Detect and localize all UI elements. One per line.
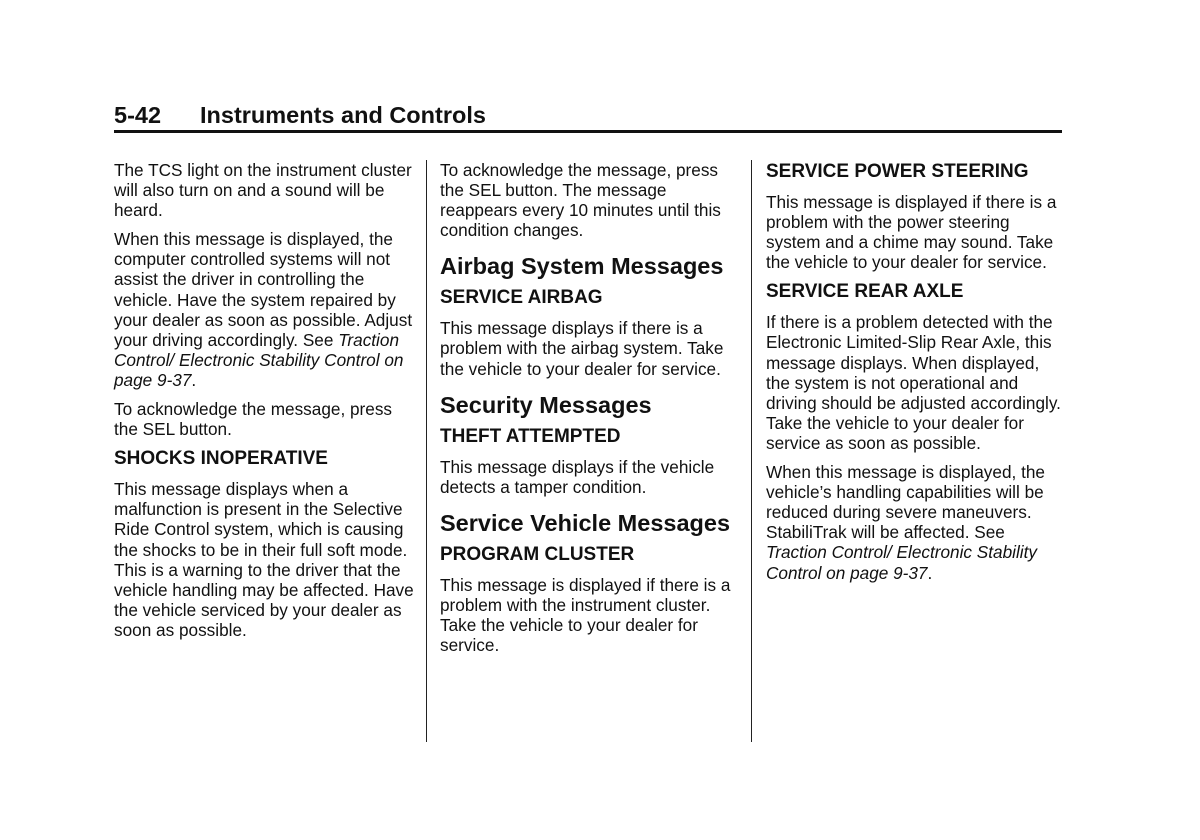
- paragraph-text: When this message is displayed, the vehicle’s handling capabilities will be reduced during severe maneuvers. StabiliTrak will be affected. See: [766, 462, 1045, 543]
- column-divider: [751, 160, 752, 742]
- message-heading: SERVICE AIRBAG: [440, 287, 603, 309]
- page-header: [114, 100, 1062, 133]
- cross-reference: Traction Control/ Electronic Stability Control on page 9-37: [114, 329, 404, 390]
- paragraph: This message displays when a malfunction is present in the Selective Ride Control system, which is causing the shocks to be in their full soft mode. This is a warning to the driver that the vehicle handling may be affected. Have the vehicle serviced by your dealer as soon as possible.: [114, 479, 414, 640]
- section-heading: Airbag System Messages: [440, 253, 724, 280]
- paragraph: To acknowledge the message, press the SEL button.: [114, 399, 393, 440]
- paragraph: This message displays if there is a problem with the airbag system. Take the vehicle to your dealer for service.: [440, 318, 724, 379]
- section-title: Instruments and Controls: [200, 102, 486, 128]
- column-divider: [426, 160, 427, 742]
- paragraph: If there is a problem detected with the Electronic Limited-Slip Rear Axle, this message displays. When displayed, the system is not operational and driving should be adjusted accordingly. Take the vehicle to your dealer for service as soon as possible.: [766, 312, 1061, 453]
- message-heading: PROGRAM CLUSTER: [440, 543, 635, 565]
- paragraph-end: .: [191, 369, 197, 390]
- paragraph: This message is displayed if there is a problem with the power steering system and a chime may sound. Take the vehicle to your dealer for service.: [766, 192, 1057, 273]
- page-number: 5-42: [114, 102, 162, 128]
- message-heading: SHOCKS INOPERATIVE: [114, 448, 328, 470]
- message-heading: SERVICE REAR AXLE: [766, 281, 964, 303]
- column-middle: [440, 160, 740, 664]
- paragraph-text: When this message is displayed, the computer controlled systems will not assist the driver in controlling the vehicle. Have the system repaired by your dealer as soon as possible. Adjust your driving accordingly. See: [114, 229, 413, 350]
- column-left: [114, 160, 414, 649]
- paragraph: The TCS light on the instrument cluster will also turn on and a sound will be heard.: [114, 160, 412, 221]
- paragraph: This message is displayed if there is a problem with the instrument cluster. Take the vehicle to your dealer for service.: [440, 574, 731, 656]
- paragraph: [114, 229, 414, 390]
- column-right: [766, 160, 1066, 592]
- paragraph-end: .: [927, 562, 933, 583]
- message-heading: SERVICE POWER STEERING: [766, 161, 1029, 182]
- section-heading: Security Messages: [440, 391, 652, 418]
- paragraph: To acknowledge the message, press the SEL button. The message reappears every 10 minutes until this condition changes.: [440, 160, 721, 241]
- paragraph: [766, 462, 1066, 583]
- cross-reference: Traction Control/ Electronic Stability Control on page 9-37: [766, 542, 1037, 583]
- section-heading: Service Vehicle Messages: [440, 509, 731, 536]
- message-heading: THEFT ATTEMPTED: [440, 425, 621, 447]
- paragraph: This message displays if the vehicle detects a tamper condition.: [440, 456, 715, 497]
